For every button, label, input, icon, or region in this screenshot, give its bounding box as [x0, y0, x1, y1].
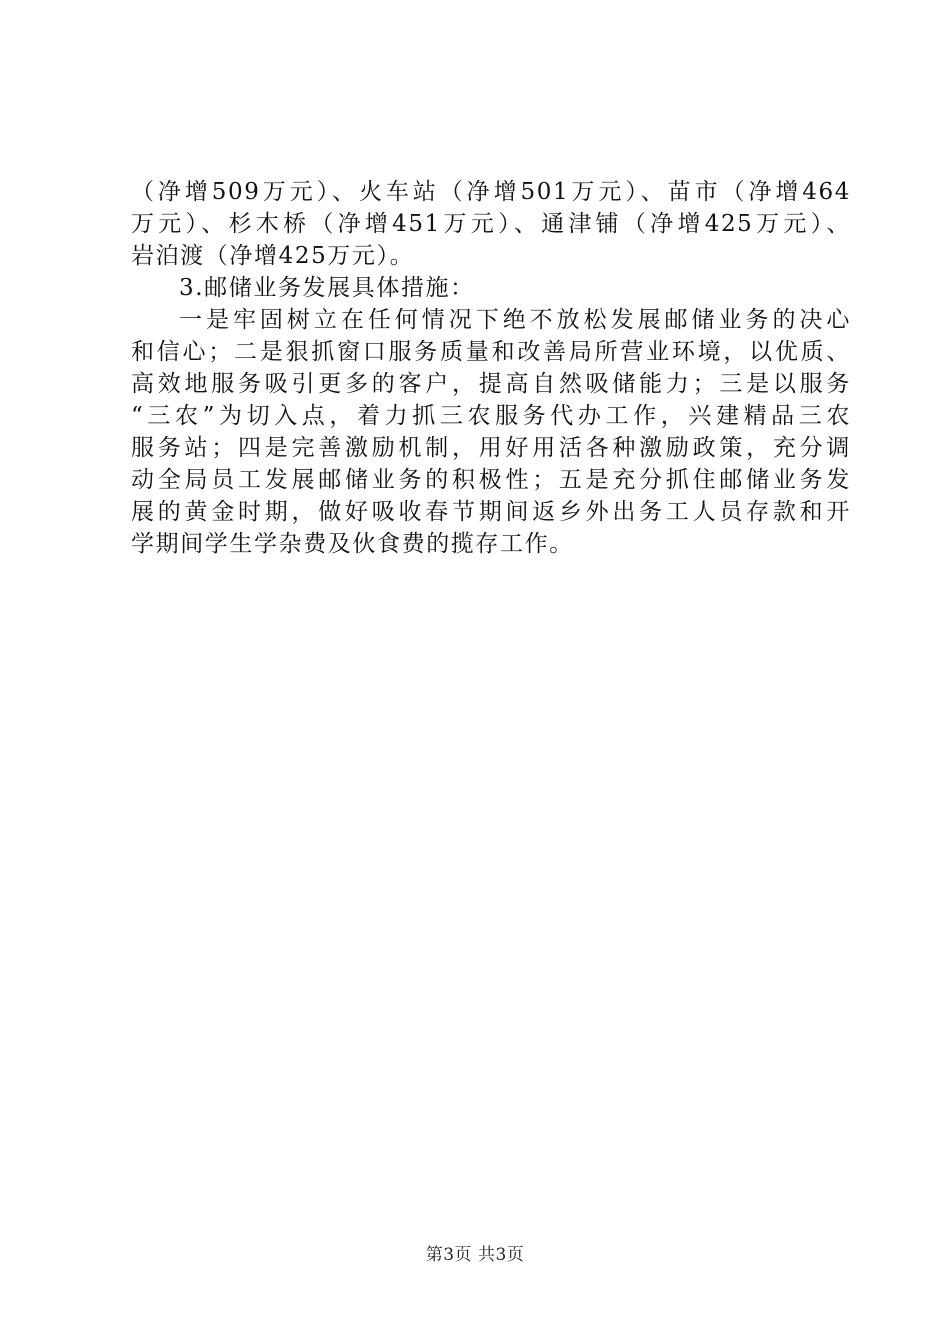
paragraph-line: “三农”为切入点，着力抓三农服务代办工作，兴建精品三农 — [131, 403, 851, 429]
paragraph-line: 展的黄金时期，做好吸收春节期间返乡外出务工人员存款和开 — [131, 499, 851, 525]
document-body — [131, 176, 851, 560]
paragraph-line: （净增509万元）、火车站（净增501万元）、苗市（净增464 — [131, 179, 851, 205]
paragraph-line: 动全局员工发展邮储业务的积极性；五是充分抓住邮储业务发 — [131, 467, 851, 493]
paragraph-line: 高效地服务吸引更多的客户，提高自然吸储能力；三是以服务 — [131, 371, 851, 397]
paragraph-line: 万元）、杉木桥（净增451万元）、通津铺（净增425万元）、 — [131, 211, 851, 237]
paragraph-line: 和信心；二是狠抓窗口服务质量和改善局所营业环境，以优质、 — [131, 339, 851, 365]
section-heading: 3.邮储业务发展具体措施： — [179, 275, 475, 301]
page-number-footer: 第3页 共3页 — [425, 1245, 525, 1265]
paragraph-line: 一是牢固树立在任何情况下绝不放松发展邮储业务的决心 — [179, 307, 851, 333]
paragraph-line: 学期间学生学杂费及伙食费的揽存工作。 — [131, 531, 574, 557]
paragraph-line: 岩泊渡（净增425万元）。 — [131, 243, 415, 269]
paragraph-line: 服务站；四是完善激励机制，用好用活各种激励政策，充分调 — [131, 435, 851, 461]
